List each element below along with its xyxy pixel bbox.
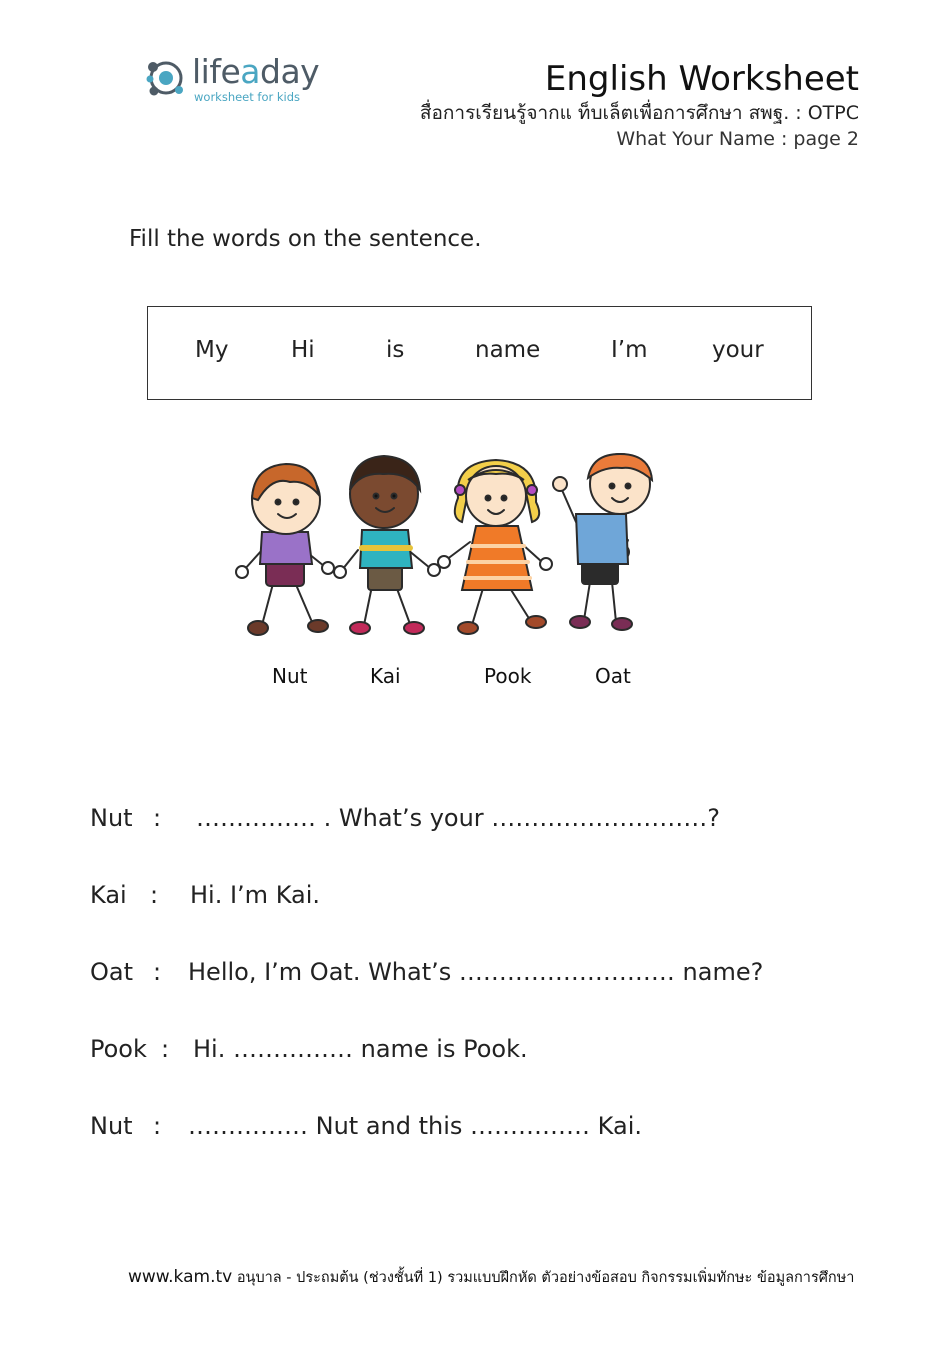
word-bank-item: My	[195, 337, 229, 363]
kid-kai-figure	[334, 456, 440, 634]
dialogue-speaker: Oat	[90, 958, 134, 986]
word-bank-box	[147, 306, 812, 400]
kids-illustration	[232, 450, 672, 650]
logo-wordmark: lifeaday	[192, 52, 320, 91]
dialogue-speaker: Nut	[90, 1112, 133, 1140]
kid-name-label: Oat	[595, 664, 631, 688]
word-bank-item: I’m	[611, 337, 648, 363]
footer-url-link[interactable]: www.kam.tv	[128, 1267, 233, 1287]
worksheet-title: English Worksheet	[544, 59, 859, 99]
worksheet-page-label: What Your Name : page 2	[616, 128, 859, 150]
kid-oat-figure	[553, 454, 652, 630]
footer-text: อนุบาล - ประถมต้น (ช่วงชั้นที่ 1) รวมแบบฝึกหัด ตัวอย่างข้อสอบ กิจกรรมเพิ่มทักษะ ข้อมูลการศึกษา	[236, 1270, 855, 1286]
dialogue-text: Hi. I’m Kai.	[190, 881, 321, 909]
word-bank-item: name	[475, 337, 541, 363]
dialogue-speaker: Kai	[90, 881, 127, 909]
kid-nut-figure	[236, 464, 334, 635]
kid-name-label: Nut	[272, 664, 308, 688]
logo-tagline: worksheet for kids	[194, 90, 301, 104]
kid-name-label: Kai	[370, 664, 401, 688]
dialogue-colon: :	[153, 804, 162, 832]
logo-molecule-icon	[142, 54, 190, 102]
dialogue-colon: :	[150, 881, 159, 909]
page-footer	[128, 1266, 854, 1289]
dialogue-speaker: Pook	[90, 1035, 147, 1063]
worksheet-subtitle: สื่อการเรียนรู้จากแ ท็บเล็ตเพื่อการศึกษา สพฐ. : OTPC	[419, 102, 859, 124]
dialogue-colon: :	[161, 1035, 170, 1063]
dialogue-text: Hi. …………… name is Pook.	[193, 1035, 528, 1063]
word-bank-item: is	[386, 337, 405, 363]
kid-pook-figure	[438, 460, 552, 634]
dialogue-colon: :	[153, 958, 162, 986]
kid-name-label: Pook	[484, 664, 532, 688]
worksheet-header	[420, 58, 859, 152]
word-bank-item: your	[712, 337, 764, 363]
logo	[142, 52, 342, 108]
dialogue-text: …………… . What’s your ………………………?	[196, 804, 721, 832]
dialogue-colon: :	[153, 1112, 162, 1140]
word-bank-item: Hi	[291, 337, 315, 363]
dialogue-text: …………… Nut and this …………… Kai.	[188, 1112, 642, 1140]
dialogue-speaker: Nut	[90, 804, 133, 832]
instruction-text: Fill the words on the sentence.	[129, 226, 482, 252]
dialogue-text: Hello, I’m Oat. What’s ……………………… name?	[188, 958, 764, 986]
